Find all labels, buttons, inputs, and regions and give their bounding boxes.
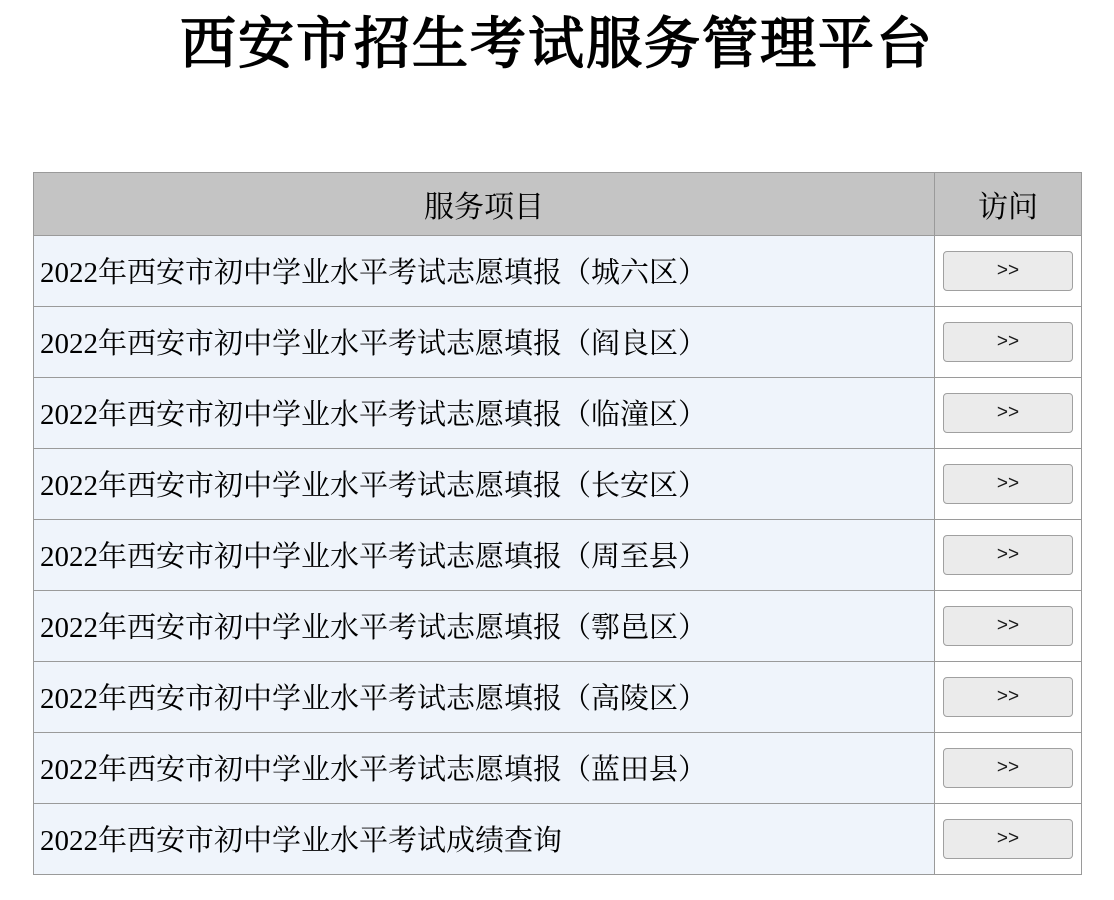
access-button[interactable]: >> [943,535,1073,575]
service-item-label: 2022年西安市初中学业水平考试志愿填报（周至县） [34,519,935,590]
access-button[interactable]: >> [943,464,1073,504]
table-row [34,803,1082,874]
access-button[interactable]: >> [943,819,1073,859]
table-row [34,732,1082,803]
table-row [34,590,1082,661]
service-item-label: 2022年西安市初中学业水平考试志愿填报（阎良区） [34,306,935,377]
table-row [34,235,1082,306]
table-row [34,377,1082,448]
column-header-access: 访问 [935,172,1082,235]
access-cell [935,377,1082,448]
table-row [34,306,1082,377]
access-button[interactable]: >> [943,677,1073,717]
access-button[interactable]: >> [943,606,1073,646]
table-body [34,235,1082,874]
access-button[interactable]: >> [943,748,1073,788]
access-cell [935,519,1082,590]
service-table [33,172,1082,875]
access-cell [935,732,1082,803]
column-header-service-item: 服务项目 [34,172,935,235]
table-header [34,172,1082,235]
access-button[interactable]: >> [943,251,1073,291]
service-item-label: 2022年西安市初中学业水平考试志愿填报（鄠邑区） [34,590,935,661]
service-item-label: 2022年西安市初中学业水平考试志愿填报（高陵区） [34,661,935,732]
service-table-container [33,172,1081,875]
service-item-label: 2022年西安市初中学业水平考试成绩查询 [34,803,935,874]
page-title: 西安市招生考试服务管理平台 [180,12,934,77]
access-cell [935,306,1082,377]
access-button[interactable]: >> [943,322,1073,362]
table-header-row [34,172,1082,235]
access-cell [935,661,1082,732]
service-item-label: 2022年西安市初中学业水平考试志愿填报（临潼区） [34,377,935,448]
access-cell [935,448,1082,519]
table-row [34,661,1082,732]
access-cell [935,235,1082,306]
table-row [34,519,1082,590]
access-button[interactable]: >> [943,393,1073,433]
service-item-label: 2022年西安市初中学业水平考试志愿填报（长安区） [34,448,935,519]
service-item-label: 2022年西安市初中学业水平考试志愿填报（蓝田县） [34,732,935,803]
service-item-label: 2022年西安市初中学业水平考试志愿填报（城六区） [34,235,935,306]
table-row [34,448,1082,519]
access-cell [935,590,1082,661]
access-cell [935,803,1082,874]
